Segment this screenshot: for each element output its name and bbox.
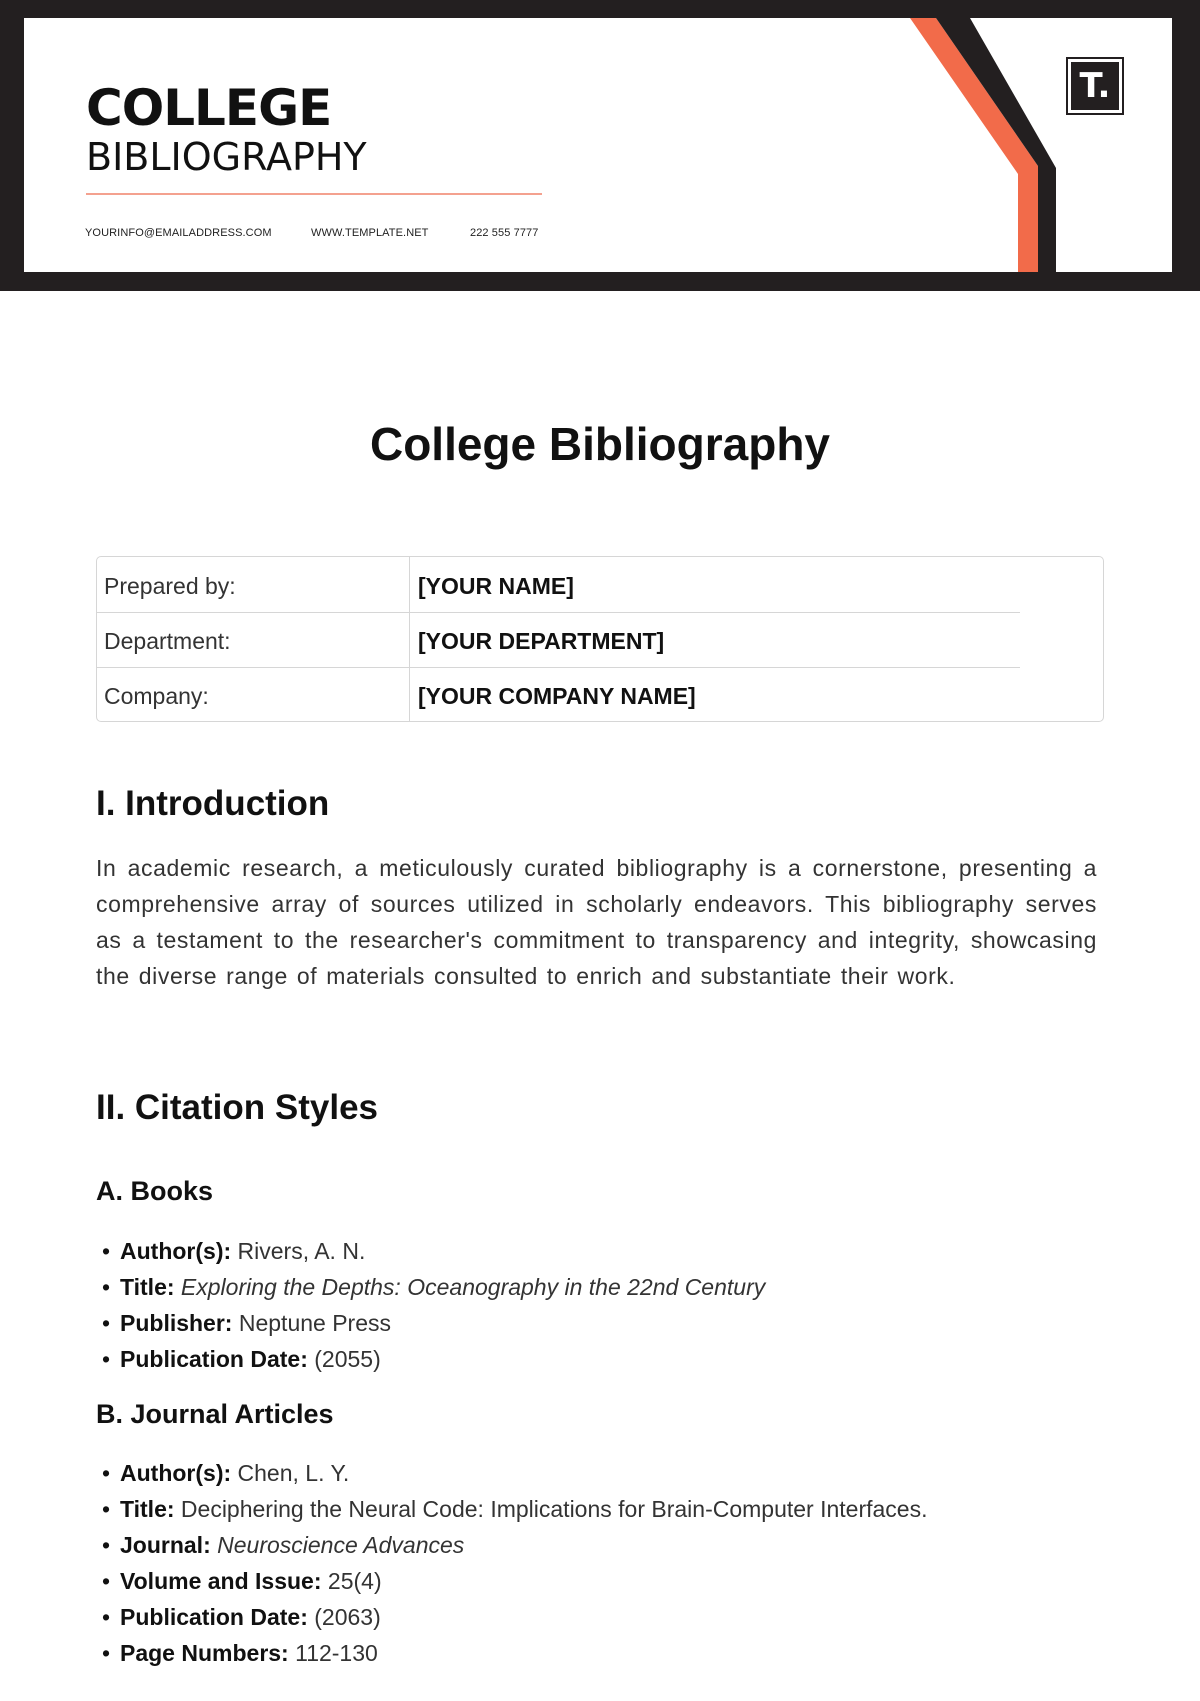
list-item: • Journal: Neuroscience Advances bbox=[102, 1532, 465, 1558]
list-item: • Title: Exploring the Depths: Oceanography in the 22nd Century bbox=[102, 1274, 766, 1300]
brand-subtitle: BIBLIOGRAPHY bbox=[86, 135, 367, 179]
list-item: • Volume and Issue: 25(4) bbox=[102, 1568, 382, 1594]
info-value: [YOUR COMPANY NAME] bbox=[418, 683, 696, 709]
info-value: [YOUR NAME] bbox=[418, 573, 574, 599]
info-table bbox=[96, 556, 1104, 722]
info-row-company bbox=[97, 667, 1103, 722]
list-item: • Title: Deciphering the Neural Code: Implications for Brain-Computer Interfaces. bbox=[102, 1496, 928, 1522]
info-label: Company: bbox=[104, 683, 209, 709]
subsection-heading-books: A. Books bbox=[96, 1176, 214, 1206]
section-heading-citation-styles: II. Citation Styles bbox=[96, 1088, 378, 1127]
info-label: Department: bbox=[104, 628, 231, 654]
header-card bbox=[24, 18, 1172, 272]
header-banner bbox=[0, 0, 1200, 291]
info-label: Prepared by: bbox=[104, 573, 236, 599]
contact-website[interactable]: WWW.TEMPLATE.NET bbox=[311, 227, 429, 239]
list-item: • Author(s): Chen, L. Y. bbox=[102, 1460, 350, 1486]
brand-title: COLLEGE bbox=[86, 79, 332, 137]
section-heading-introduction: I. Introduction bbox=[96, 784, 330, 823]
contact-phone: 222 555 7777 bbox=[470, 227, 539, 239]
list-item: • Publication Date: (2063) bbox=[102, 1604, 381, 1630]
books-citation-list bbox=[102, 1233, 765, 1377]
page-title: College Bibliography bbox=[369, 418, 831, 470]
introduction-paragraph: In academic research, a meticulously curated bibliography is a cornerstone, presenting a comprehensive array of sources utilized in scholarly endeavors. This bibliography serves as a testament to the researcher's commitment to transparency and integrity, showcasing the diverse range of materials consulted to enrich and substantiate their work. bbox=[96, 855, 1097, 989]
info-value: [YOUR DEPARTMENT] bbox=[418, 628, 665, 654]
info-row-department bbox=[97, 612, 1103, 667]
subsection-heading-journal-articles: B. Journal Articles bbox=[96, 1399, 334, 1429]
journal-citation-list bbox=[102, 1455, 928, 1671]
info-row-prepared-by bbox=[97, 557, 1103, 612]
list-item: • Publisher: Neptune Press bbox=[102, 1310, 391, 1336]
list-item: • Author(s): Rivers, A. N. bbox=[102, 1238, 366, 1264]
list-item: • Page Numbers: 112-130 bbox=[102, 1640, 378, 1666]
brand-divider bbox=[86, 193, 542, 195]
contact-email[interactable]: YOURINFO@EMAILADDRESS.COM bbox=[85, 227, 272, 239]
template-logo: T. bbox=[1068, 59, 1122, 113]
list-item: • Publication Date: (2055) bbox=[102, 1346, 381, 1372]
